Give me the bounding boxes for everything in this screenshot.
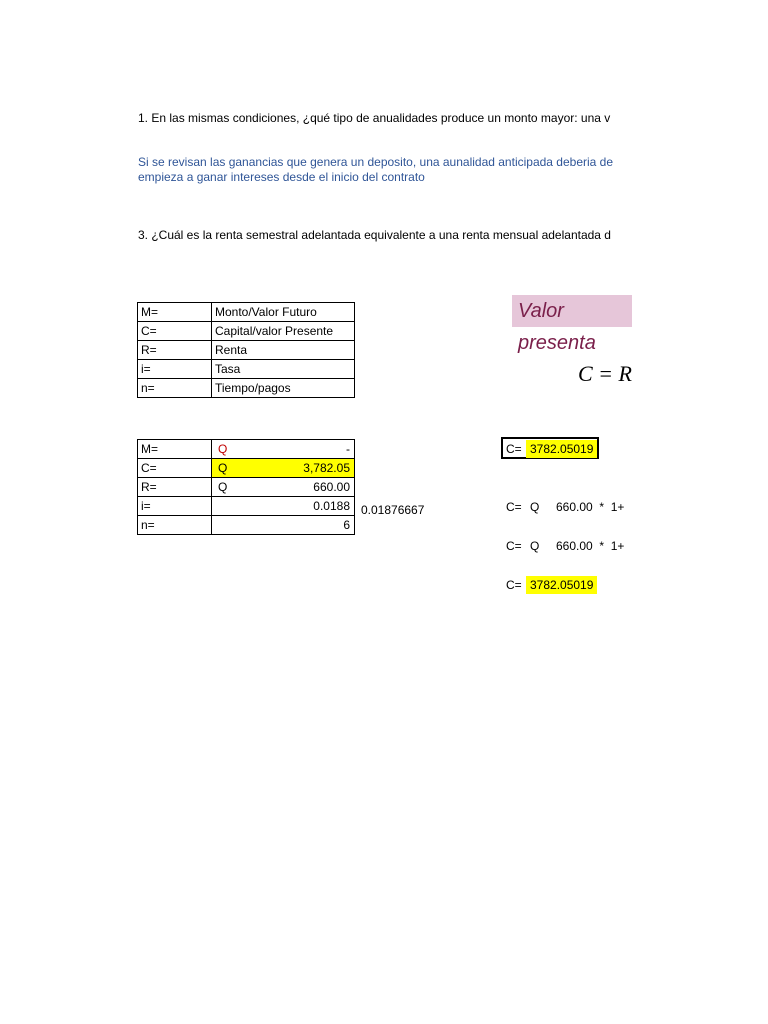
table-row [138,516,355,535]
def-meaning: Tasa [212,360,355,379]
table-row [138,459,355,478]
formula-title: Valor presenta [512,295,632,327]
value-symbol: i= [138,497,212,516]
def-meaning: Monto/Valor Futuro [212,303,355,322]
question-1: 1. En las mismas condiciones, ¿qué tipo de anualidades produce un monto mayor: una v [138,111,611,125]
question-3: 3. ¿Cuál es la renta semestral adelantada equivalente a una renta mensual adelantada d [138,228,611,242]
value-symbol: M= [138,440,212,459]
value-symbol: C= [138,459,212,478]
values-table [137,439,355,535]
calc-line-2-text: Q 660.00 * 1+ [530,539,625,553]
def-meaning: Capital/valor Presente [212,322,355,341]
currency-symbol: Q [218,461,228,475]
value-cell [212,497,355,516]
value-cell-highlighted [212,459,355,478]
formula-equation: C = R [578,361,632,386]
def-symbol: C= [138,322,212,341]
answer-1-line-2: empieza a ganar intereses desde el inicio del contrato [138,170,425,184]
result-2-label: C= [506,578,522,592]
def-symbol: i= [138,360,212,379]
currency-symbol: Q [218,442,228,456]
table-row [138,478,355,497]
rate-extra-value: 0.01876667 [361,503,425,517]
value-number: 660.00 [313,480,350,494]
result-1-label: C= [506,442,522,456]
answer-1-line-1: Si se revisan las ganancias que genera un deposito, una aunalidad anticipada deberia de [138,155,614,169]
calc-line-2-label: C= [506,539,522,553]
value-number: - [346,442,350,456]
calc-line-1-label: C= [506,500,522,514]
table-row [138,360,355,379]
table-row [138,303,355,322]
result-1-value: 3782.05019 [526,440,597,458]
value-number: 0.0188 [313,499,350,513]
def-meaning: Tiempo/pagos [212,379,355,398]
table-row [138,379,355,398]
def-symbol: n= [138,379,212,398]
value-symbol: R= [138,478,212,497]
table-row [138,322,355,341]
value-cell [212,440,355,459]
calc-line-1-text: Q 660.00 * 1+ [530,500,625,514]
result-2-value: 3782.05019 [526,576,597,594]
table-row [138,341,355,360]
table-row [138,440,355,459]
def-symbol: M= [138,303,212,322]
definitions-table [137,302,355,398]
value-symbol: n= [138,516,212,535]
def-meaning: Renta [212,341,355,360]
table-row [138,497,355,516]
def-symbol: R= [138,341,212,360]
value-number: 6 [343,518,350,532]
value-cell [212,516,355,535]
value-number: 3,782.05 [303,461,350,475]
currency-symbol: Q [218,480,228,494]
value-cell [212,478,355,497]
